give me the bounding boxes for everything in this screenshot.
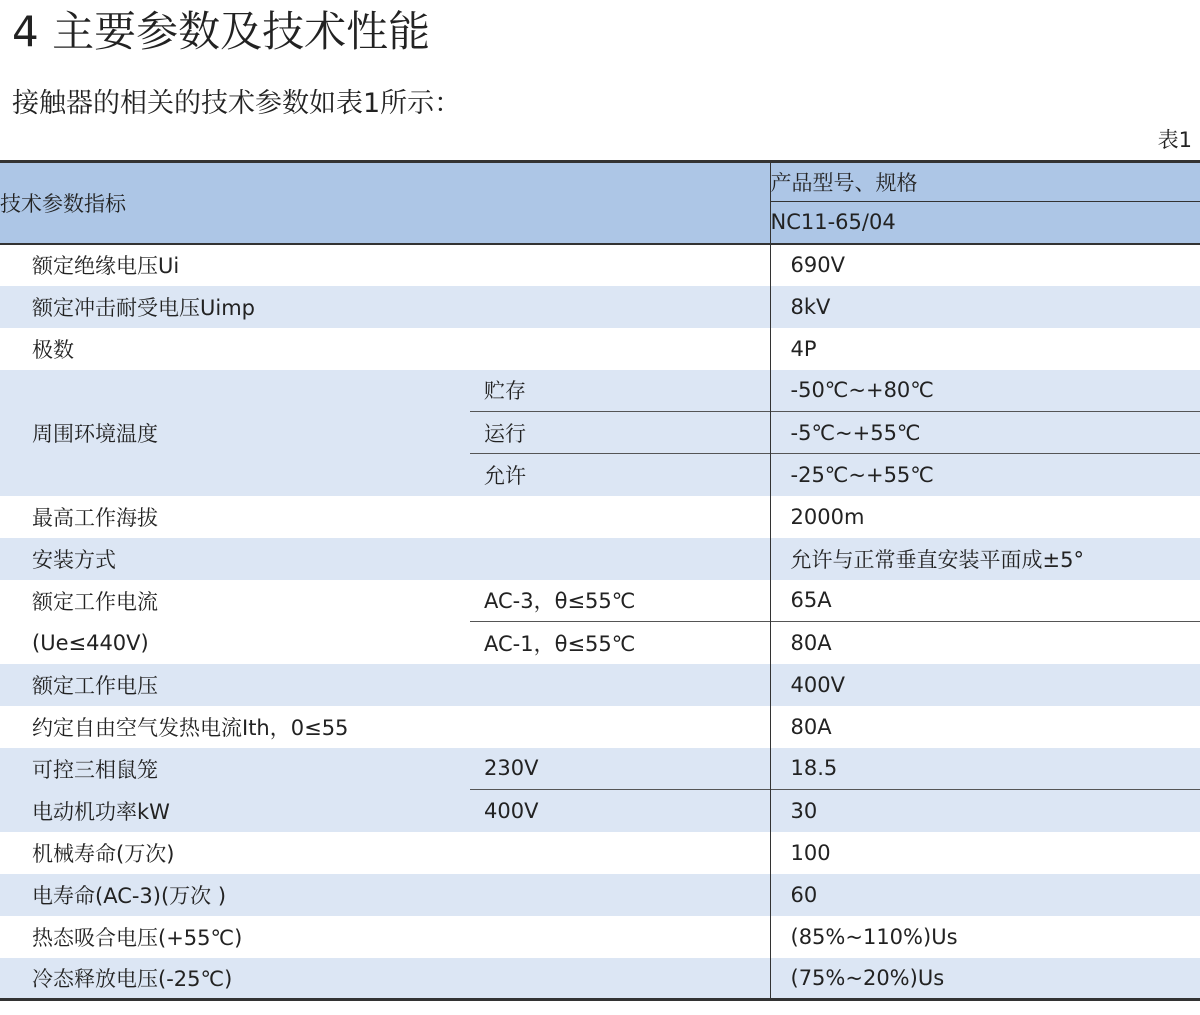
table-row	[0, 580, 1200, 622]
row-value: 400V	[770, 664, 1200, 706]
row-param: 安装方式	[32, 547, 116, 572]
table-row	[0, 664, 1200, 706]
intro-text: 接触器的相关的技术参数如表1所示：	[12, 88, 462, 119]
row-value: 80A	[770, 622, 1200, 664]
row-param: 额定工作电压	[32, 673, 158, 698]
header-model: NC11-65/04	[770, 202, 1200, 244]
row-value: 690V	[770, 244, 1200, 286]
table-row	[0, 286, 1200, 328]
header-param-label: 技术参数指标	[0, 191, 126, 216]
table-label: 表1	[1157, 128, 1192, 152]
row-condition: 230V	[484, 756, 539, 781]
table-body	[0, 244, 1200, 1000]
row-param: 额定绝缘电压Ui	[32, 254, 180, 278]
row-param: 极数	[32, 337, 74, 362]
row-param: 额定工作电流	[32, 589, 158, 614]
row-param: (Ue≤440V)	[32, 630, 149, 655]
row-value: 65A	[770, 580, 1200, 622]
table-row	[0, 370, 1200, 412]
table-row	[0, 916, 1200, 958]
row-value: (85%~110%)Us	[770, 916, 1200, 958]
row-value: 60	[770, 874, 1200, 916]
header-value-label: 产品型号、规格	[770, 162, 1200, 202]
row-condition: 允许	[470, 454, 770, 496]
table-row	[0, 874, 1200, 916]
row-param: 冷态释放电压(-25℃)	[32, 966, 233, 991]
row-value: 100	[770, 832, 1200, 874]
row-param: 电寿命(AC-3)(万次 )	[32, 883, 227, 908]
row-value: -5℃~+55℃	[770, 412, 1200, 454]
table-row	[0, 496, 1200, 538]
table-row	[0, 958, 1200, 1000]
table-row	[0, 748, 1200, 790]
row-param: 最高工作海拔	[32, 505, 158, 530]
row-value: 18.5	[770, 748, 1200, 790]
table-row	[0, 832, 1200, 874]
row-value: (75%~20%)Us	[770, 958, 1200, 1000]
row-value: 8kV	[770, 286, 1200, 328]
table-row	[0, 244, 1200, 286]
row-value: 80A	[770, 706, 1200, 748]
row-condition: 400V	[470, 790, 770, 832]
row-condition: AC-3，θ≤55℃	[484, 589, 636, 614]
table-row	[0, 790, 1200, 832]
row-value: 4P	[770, 328, 1200, 370]
row-param: 周围环境温度	[32, 421, 158, 446]
table-row	[0, 328, 1200, 370]
table-row	[0, 706, 1200, 748]
table-header	[0, 162, 1200, 244]
row-condition: AC-1，θ≤55℃	[470, 622, 770, 664]
table-row	[0, 538, 1200, 580]
spec-table	[0, 160, 1200, 1001]
row-value: -25℃~+55℃	[770, 454, 1200, 496]
row-param: 电动机功率kW	[32, 799, 170, 824]
section-heading: 4 主要参数及技术性能	[12, 7, 431, 56]
row-param: 热态吸合电压(+55℃)	[32, 925, 243, 950]
row-param: 机械寿命(万次)	[32, 841, 175, 866]
row-condition: 贮存	[484, 379, 526, 404]
row-value: 30	[770, 790, 1200, 832]
row-value: -50℃~+80℃	[770, 370, 1200, 412]
row-condition: 运行	[470, 412, 770, 454]
row-param: 额定冲击耐受电压Uimp	[32, 295, 255, 320]
row-param: 可控三相鼠笼	[32, 757, 158, 782]
row-value: 允许与正常垂直安装平面成±5°	[770, 538, 1200, 580]
table-row	[0, 622, 1200, 664]
row-value: 2000m	[770, 496, 1200, 538]
row-param: 约定自由空气发热电流Ith，0≤55	[32, 715, 349, 740]
